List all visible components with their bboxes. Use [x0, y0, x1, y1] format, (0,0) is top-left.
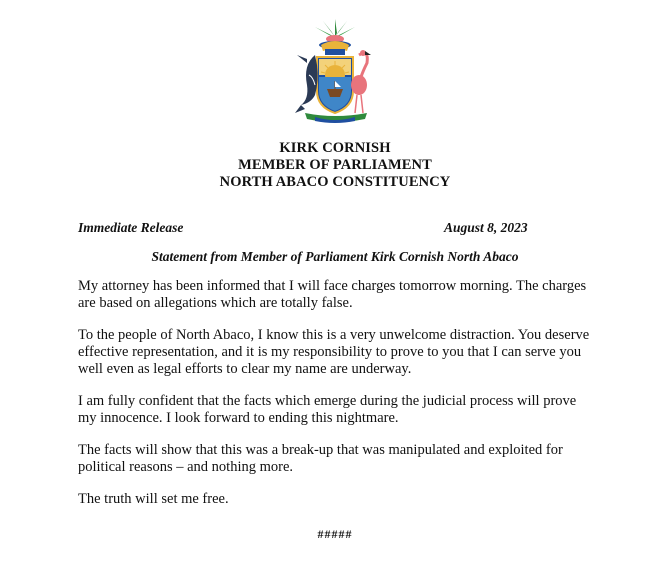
- letterhead: [0, 140, 670, 191]
- marlin-icon: [295, 55, 318, 113]
- coat-of-arms-icon: [285, 15, 385, 125]
- member-name: KIRK CORNISH: [279, 140, 391, 156]
- paragraph: To the people of North Abaco, I know this is a very unwelcome distraction. You deserve effective representation, and it is my responsibility to prove to you that I can serve you well even as legal efforts to clear my name are underway.: [78, 327, 590, 377]
- statement-heading: Statement from Member of Parliament Kirk Cornish North Abaco: [151, 249, 519, 264]
- release-date: August 8, 2023: [444, 220, 528, 235]
- statement-body: [78, 278, 598, 523]
- paragraph: My attorney has been informed that I will face charges tomorrow morning. The charges are based on allegations which are totally false.: [78, 278, 587, 311]
- paragraph: The truth will set me free.: [78, 491, 229, 507]
- release-type: Immediate Release: [78, 220, 184, 235]
- paragraph: The facts will show that this was a break-up that was manipulated and exploited for political reasons – and nothing more.: [78, 442, 563, 475]
- paragraph: I am fully confident that the facts which emerge during the judicial process will prove my innocence. I look forward to ending this nightmare.: [78, 393, 577, 426]
- shield-icon: [317, 57, 353, 113]
- end-marker: #####: [317, 527, 353, 541]
- constituency-name: NORTH ABACO CONSTITUENCY: [219, 174, 451, 190]
- palm-icon: [315, 19, 355, 37]
- member-title: MEMBER OF PARLIAMENT: [238, 157, 432, 173]
